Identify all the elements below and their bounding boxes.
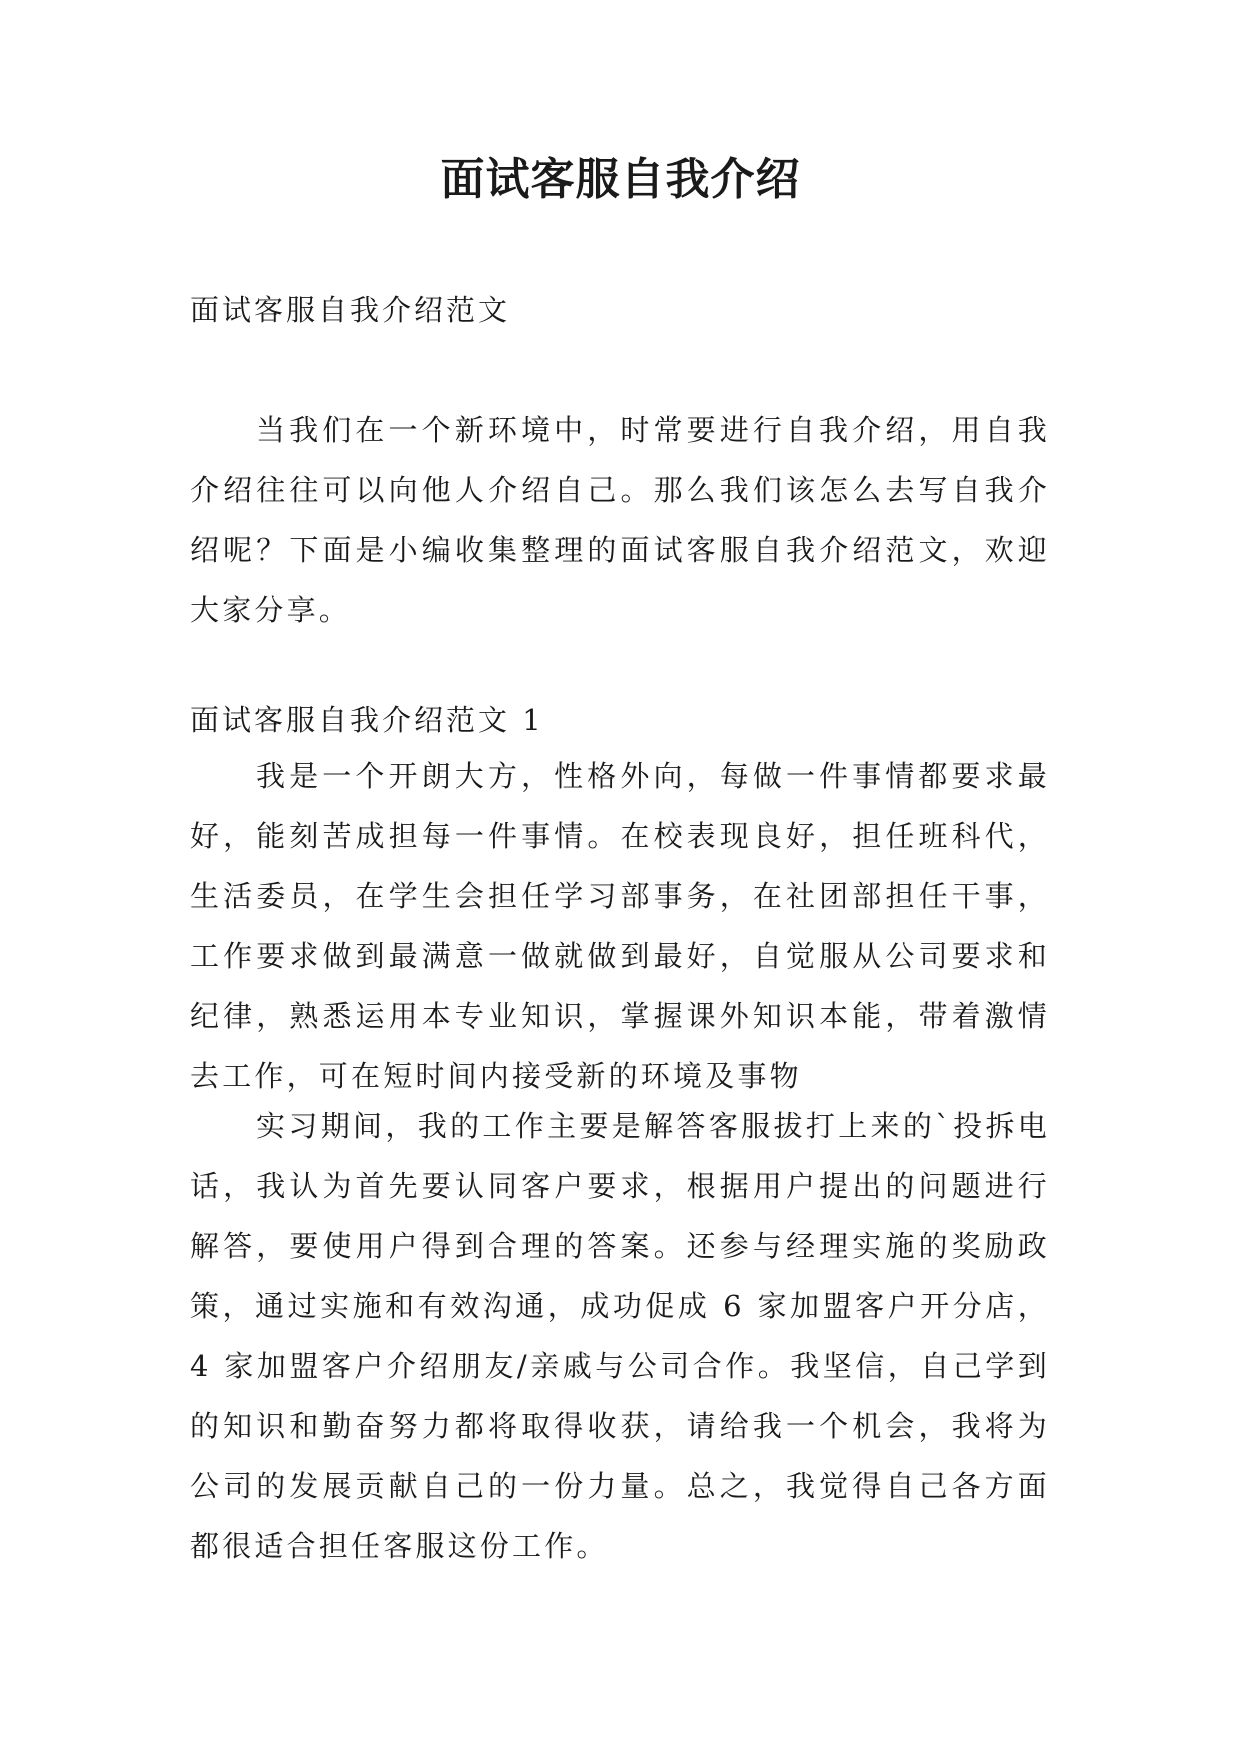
document-subtitle: 面试客服自我介绍范文 — [190, 293, 511, 327]
body-paragraph: 我是一个开朗大方，性格外向，每做一件事情都要求最好，能刻苦成担每一件事情。在校表现良好，担任班科代，生活委员，在学生会担任学习部事务，在社团部担任干事，工作要求做到最满意一做就做到最好，自觉服从公司要求和纪律，熟悉运用本专业知识，掌握课外知识本能，带着激情去工作，可在短时间内接受新的环境及事物 — [190, 759, 1050, 1093]
document-title: 面试客服自我介绍 — [440, 154, 801, 205]
section-heading: 面试客服自我介绍范文 1 — [190, 703, 544, 737]
body-paragraph: 实习期间，我的工作主要是解答客服拔打上来的`投拆电话，我认为首先要认同客户要求，根据用户提出的问题进行解答，要使用户得到合理的答案。还参与经理实施的奖励政策，通过实施和有效沟通，成功促成 6 家加盟客户开分店，4 家加盟客户介绍朋友/亲戚与公司合作。我坚信，自己学到的知识和勤奋努力都将取得收获，请给我一个机会，我将为公司的发展贡献自己的一份力量。总之，我觉得自己各方面都很适合担任客服这份工作。 — [190, 1109, 1050, 1563]
intro-paragraph: 当我们在一个新环境中，时常要进行自我介绍，用自我介绍往往可以向他人介绍自己。那么我们该怎么去写自我介绍呢？下面是小编收集整理的面试客服自我介绍范文，欢迎大家分享。 — [190, 413, 1050, 627]
